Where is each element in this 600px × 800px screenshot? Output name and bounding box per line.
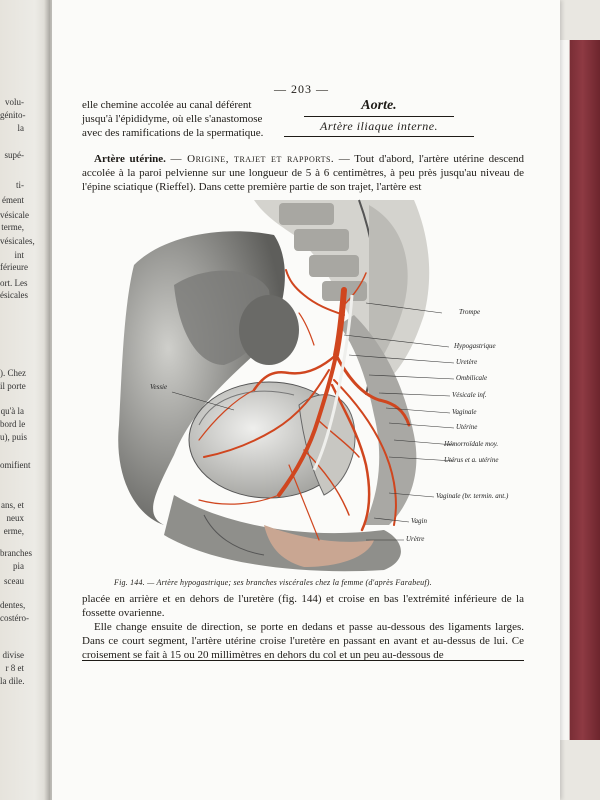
left-page-fragment: divise [2, 650, 24, 660]
page-number: — 203 — [274, 82, 329, 96]
left-page-fragment: la dile. [0, 676, 25, 686]
label-uretere: Uretère [456, 358, 478, 366]
label-vesicale-inf: Vésicale inf. [452, 391, 487, 399]
left-page-fragment: vésicales, [0, 236, 35, 246]
label-vessie: Vessie [150, 383, 168, 391]
label-trompe: Trompe [459, 308, 481, 316]
section-subtitle: Artère iliaque interne. [319, 119, 439, 133]
label-vagin: Vagin [411, 517, 427, 525]
label-uterus: Utérus et a. utérine [444, 456, 499, 464]
left-page-fragment: branches [0, 548, 32, 558]
left-page-fragment: volu- [5, 97, 24, 107]
left-page-fragment: costéro- [0, 613, 29, 623]
left-page-fragment: qu'à la [0, 406, 24, 416]
left-page-fragment: omifient [0, 460, 31, 470]
left-page-fragment: ésicales [0, 290, 28, 300]
left-page-fragment: sceau [4, 576, 24, 586]
left-page-fragment: la [17, 123, 24, 133]
paragraph-subheading: — Origine, trajet et rapports. [170, 153, 335, 165]
left-page-fragment: supé- [4, 150, 24, 160]
section-divider [304, 116, 454, 117]
label-hemorroidale: Hémorroïdale moy. [444, 440, 499, 448]
bottom-rule [82, 660, 524, 661]
label-vaginale: Vaginale [452, 408, 477, 416]
left-page-fragment: terme, [1, 222, 24, 232]
left-page-fragment: neux [6, 513, 24, 523]
section-heading-box [284, 98, 474, 139]
left-page-fragment: vésicale [0, 210, 29, 220]
paragraph-continuation: placée en arrière et en dehors de l'uretère (fig. 144) et croise en bas l'extrémité inférieure de la fossette ovarienne. [82, 593, 524, 619]
left-page-fragment: ans, et [1, 500, 24, 510]
paragraph-body: — Tout d'abord, l'artère utérine descend accolée à la paroi pelvienne sur une longueur de 5 à 6 centimètres, à peu près jusqu'au niveau de l'épine sciatique (Rieffel). Dans cette première partie de son trajet, l'artère est [82, 153, 524, 193]
left-page-fragment: génito- [0, 110, 26, 120]
label-uretre: Urètre [406, 535, 425, 543]
book-cover-edge [556, 40, 600, 740]
left-page-fragment: erme, [3, 526, 24, 536]
left-page-fragment: il porte [0, 381, 26, 391]
left-page-fragment: dentes, [0, 600, 26, 610]
label-vaginale-br: Vaginale (br. termin. ant.) [436, 492, 509, 500]
figure-caption: Fig. 144. — Artère hypogastrique; ses branches viscérales chez la femme (d'après Farabeuf). [114, 578, 432, 587]
left-page-fragment: int [14, 250, 24, 260]
femoral-head-shadow [239, 295, 299, 365]
left-page-fragment: ément [2, 195, 24, 205]
section-divider-bottom [284, 136, 474, 137]
paragraph-direction: Elle change ensuite de direction, se porte en dedans et passe au-dessous des ligaments larges. Dans ce court segment, l'artère utérine croise l'uretère en passant en avant et au-dessus de lui. Ce croisement se fait à 15 ou 20 millimètres en dehors du col et un peu au-dessous de [82, 621, 524, 661]
book-page [52, 0, 560, 800]
left-page-fragment: ti- [16, 180, 24, 190]
label-ombilicale: Ombilicale [456, 374, 488, 382]
anatomical-figure [104, 195, 524, 575]
paragraph-uterine-artery [82, 152, 524, 194]
left-page-fragment: bord le [0, 419, 26, 429]
left-page-fragment: pia [13, 561, 24, 571]
left-page-fragment: u), puis [0, 432, 27, 442]
left-page-fragment: r 8 et [5, 663, 24, 673]
left-page-fragment: ). Chez [0, 368, 26, 378]
intro-paragraph: elle chemine accolée au canal déférent jusqu'à l'épididyme, où elle s'anastomose avec des ramifications de la spermatique. [82, 99, 264, 139]
left-page-fragment: férieure [0, 262, 28, 272]
label-uterine: Utérine [456, 423, 478, 431]
paragraph-heading: Artère utérine. [94, 153, 166, 165]
section-title: Aorte. [361, 98, 397, 113]
left-page-fragment: ort. Les [0, 278, 28, 288]
label-hypogastrique: Hypogastrique [454, 342, 496, 350]
